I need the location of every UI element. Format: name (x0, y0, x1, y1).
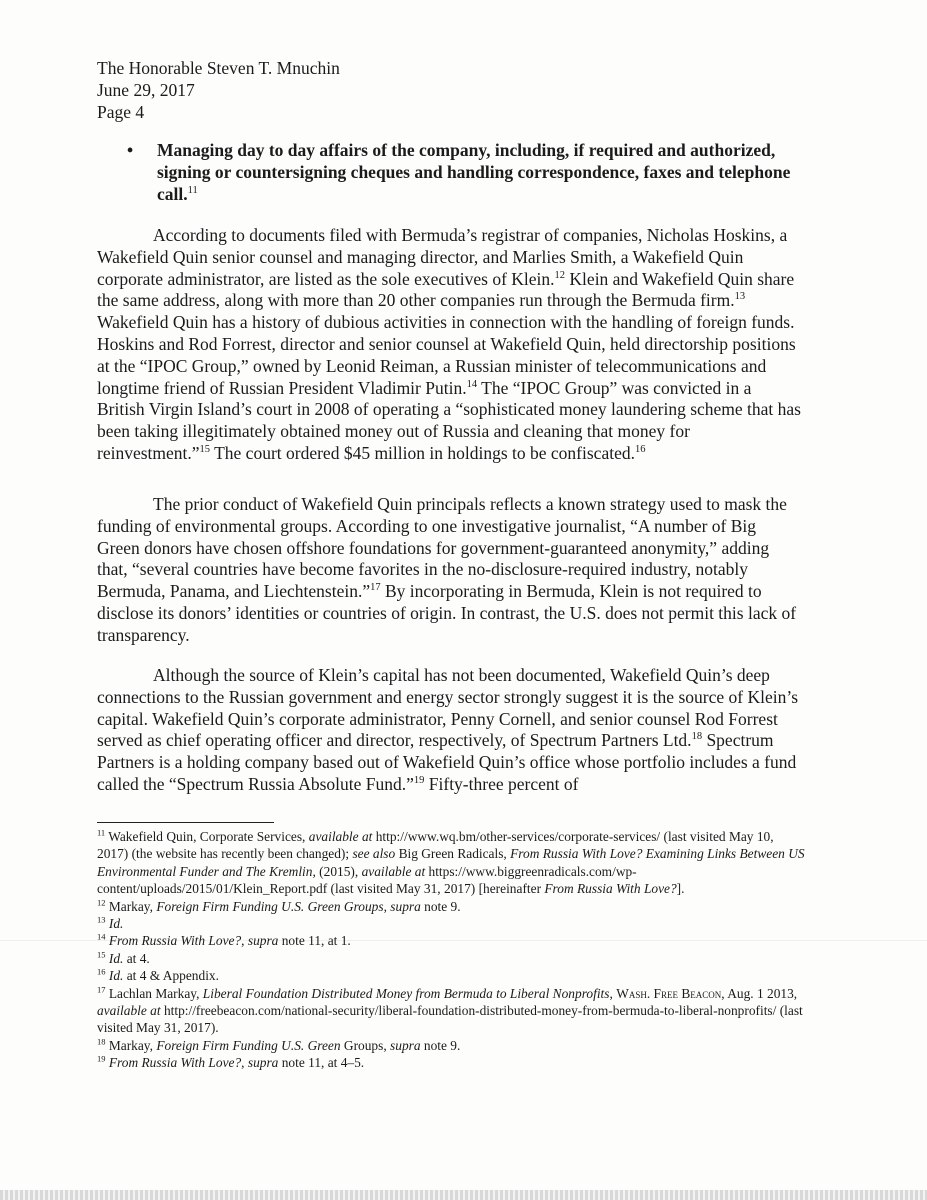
fn-italic: Id. (108, 916, 124, 932)
fn-text: at 4 & Appendix. (123, 968, 219, 984)
fn-text: Markay, (105, 1037, 157, 1053)
footnote-ref-12: 12 (554, 269, 566, 281)
fn-italic: From Russia With Love? (108, 933, 242, 949)
footnote-17 (97, 985, 807, 1037)
fn-italic: Foreign Firm Funding U.S. Green Groups (156, 898, 384, 914)
sentence: Although the source of Klein’s capital has not been documented, Wakefield Quin’s deep connections to the Russian government and energy sector strongly suggest it is the source of Klein’s capital. Wakefield Quin’s corporate administrator, Penny Cornell, and senior counsel Rod Forrest served as chief operating officer and director, respectively, of Spectrum Partners Ltd. (97, 665, 798, 751)
fn-text: (2015), (315, 863, 362, 879)
bullet-text-body: Managing day to day affairs of the company, including, if required and authorized, signing or countersigning cheques and handling correspondence, faxes and telephone call. (157, 140, 791, 204)
date-line: June 29, 2017 (97, 80, 195, 100)
fn-smallcaps: Wash. Free Beacon (616, 985, 722, 1001)
sentence: By incorporating in Bermuda, Klein is not required to disclose its donors’ identities or countries of origin. In contrast, the U.S. does not permit this lack of transparency. (97, 581, 797, 645)
paragraph-source-of-capital (97, 665, 803, 796)
fn-text: https://www.biggreenradicals.com/wp-content/uploads/2015/01/Klein_Report.pdf (last visited May 31, 2017) [hereinafter (97, 863, 637, 897)
footnote-16 (97, 967, 807, 984)
fn-italic: supra (390, 898, 421, 914)
bullet-text (157, 139, 817, 205)
fn-text: http://www.wq.bm/other-services/corporate-services/ (last visited May 10, 2017) (the website has recently been changed); (97, 829, 774, 862)
footnote-number: 19 (97, 1053, 106, 1064)
footnote-ref-14: 14 (466, 378, 478, 390)
fn-italic: supra (390, 1037, 421, 1053)
fn-italic: From Russia With Love? (108, 1055, 242, 1071)
fn-italic: available at (308, 829, 373, 844)
footnote-number: 16 (97, 966, 106, 977)
fn-text: , (241, 933, 248, 949)
fn-italic: Liberal Foundation Distributed Money from Bermuda to Liberal Nonprofits (202, 985, 610, 1001)
footnote-ref-18: 18 (691, 731, 703, 743)
fn-italic: Id. (108, 950, 124, 966)
footnote-18 (97, 1037, 807, 1054)
scan-bottom-edge (0, 1190, 927, 1200)
letter-header (97, 57, 340, 123)
footnote-number: 12 (97, 897, 106, 908)
page-number: Page 4 (97, 102, 145, 122)
fn-italic: Foreign Firm Funding U.S. Green (156, 1037, 341, 1053)
fn-text: Markay, (105, 898, 157, 914)
footnotes (97, 828, 807, 1072)
fn-text: note 9. (420, 1037, 461, 1053)
footnote-ref-15: 15 (199, 444, 211, 456)
fn-text: Lachlan Markay, (105, 985, 203, 1001)
footnote-number: 15 (97, 949, 106, 960)
sentence: Klein and Wakefield Quin share the same address, along with more than 20 other companies run through the Bermuda firm. (97, 268, 795, 311)
footnote-14 (97, 932, 807, 949)
fn-text: , (241, 1055, 248, 1071)
fn-italic: available at (97, 1003, 161, 1019)
sentence: Wakefield Quin has a history of dubious activities in connection with the handling of foreign funds. Hoskins and Rod Forrest, director and senior counsel at Wakefield Quin, held directorship positions at the “IPOC Group,” owned by Leonid Reiman, a Russian minister of telecommunications and longtime friend of Russian President Vladimir Putin. (97, 312, 796, 398)
scan-artifact-line (0, 940, 927, 941)
fn-italic: supra (247, 933, 279, 949)
footnote-number: 13 (97, 914, 106, 925)
footnote-ref-13: 13 (734, 291, 746, 303)
fn-text: note 11, at 4–5. (278, 1055, 365, 1071)
footnote-15 (97, 950, 807, 967)
footnote-11 (97, 828, 807, 898)
footnote-number: 11 (97, 827, 106, 838)
footnote-ref-19: 19 (413, 775, 425, 787)
fn-text: Wakefield Quin, Corporate Services, (105, 829, 309, 844)
fn-text: , Aug. 1 2013, (721, 985, 798, 1001)
footnote-number: 14 (97, 931, 106, 942)
fn-text: at 4. (123, 950, 150, 966)
fn-text: http://freebeacon.com/national-security/liberal-foundation-distributed-money-from-bermuda-to-liberal-nonprofits/ (last visited May 31, 2017). (97, 1003, 803, 1036)
footnote-ref-11: 11 (187, 185, 198, 197)
fn-italic: Id. (108, 968, 124, 984)
footnote-12 (97, 898, 807, 915)
sentence: The prior conduct of Wakefield Quin principals reflects a known strategy used to mask the funding of environmental groups. According to one investigative journalist, “A number of Big Green donors have chosen offshore foundations for government-guaranteed anonymity,” adding that, “several countries have become favorites in the no-disclosure-required industry, notably Bermuda, Panama, and Liechtenstein.” (97, 494, 787, 602)
fn-italic: From Russia With Love? (544, 881, 677, 897)
fn-italic: From Russia With Love? Examining Links Between US Environmental Funder and The Kremlin, (97, 846, 805, 879)
footnote-number: 18 (97, 1036, 106, 1047)
fn-text: , (609, 985, 617, 1001)
addressee-line: The Honorable Steven T. Mnuchin (97, 58, 340, 78)
footnote-divider (97, 822, 274, 823)
sentence: The “IPOC Group” was convicted in a British Virgin Island’s court in 2008 of operating a “sophisticated money laundering scheme that has been taking illegitimately obtained money out of Russia and cleaning that money for reinvestment.” (97, 377, 801, 463)
sentence: Spectrum Partners is a holding company based out of Wakefield Quin’s office whose portfolio includes a fund called the “Spectrum Russia Absolute Fund.” (97, 730, 797, 794)
fn-text: , (383, 898, 391, 914)
fn-italic: supra (247, 1055, 279, 1071)
footnote-19 (97, 1054, 807, 1071)
fn-text: ]. (676, 881, 685, 897)
fn-text: Big Green Radicals, (395, 846, 511, 862)
paragraph-prior-conduct (97, 494, 803, 647)
bullet-item (127, 139, 817, 205)
fn-text: note 11, at 1. (278, 933, 351, 949)
footnote-ref-16: 16 (634, 444, 646, 456)
fn-text: Groups, (340, 1037, 391, 1053)
sentence: The court ordered $45 million in holdings to be confiscated. (210, 442, 635, 463)
footnote-ref-17: 17 (370, 582, 381, 594)
fn-italic: see also (352, 846, 396, 862)
footnote-number: 17 (97, 984, 106, 995)
paragraph-klein-executives (97, 225, 803, 465)
fn-text: note 9. (420, 898, 461, 914)
fn-italic: available at (361, 863, 426, 879)
sentence: Fifty-three percent of (424, 773, 579, 794)
sentence: According to documents filed with Bermuda’s registrar of companies, Nicholas Hoskins, a Wakefield Quin senior counsel and managing director, and Marlies Smith, a Wakefield Quin corporate administrator, are listed as the sole executives of Klein. (97, 225, 788, 289)
footnote-13 (97, 915, 807, 932)
bullet-symbol: • (127, 140, 134, 160)
